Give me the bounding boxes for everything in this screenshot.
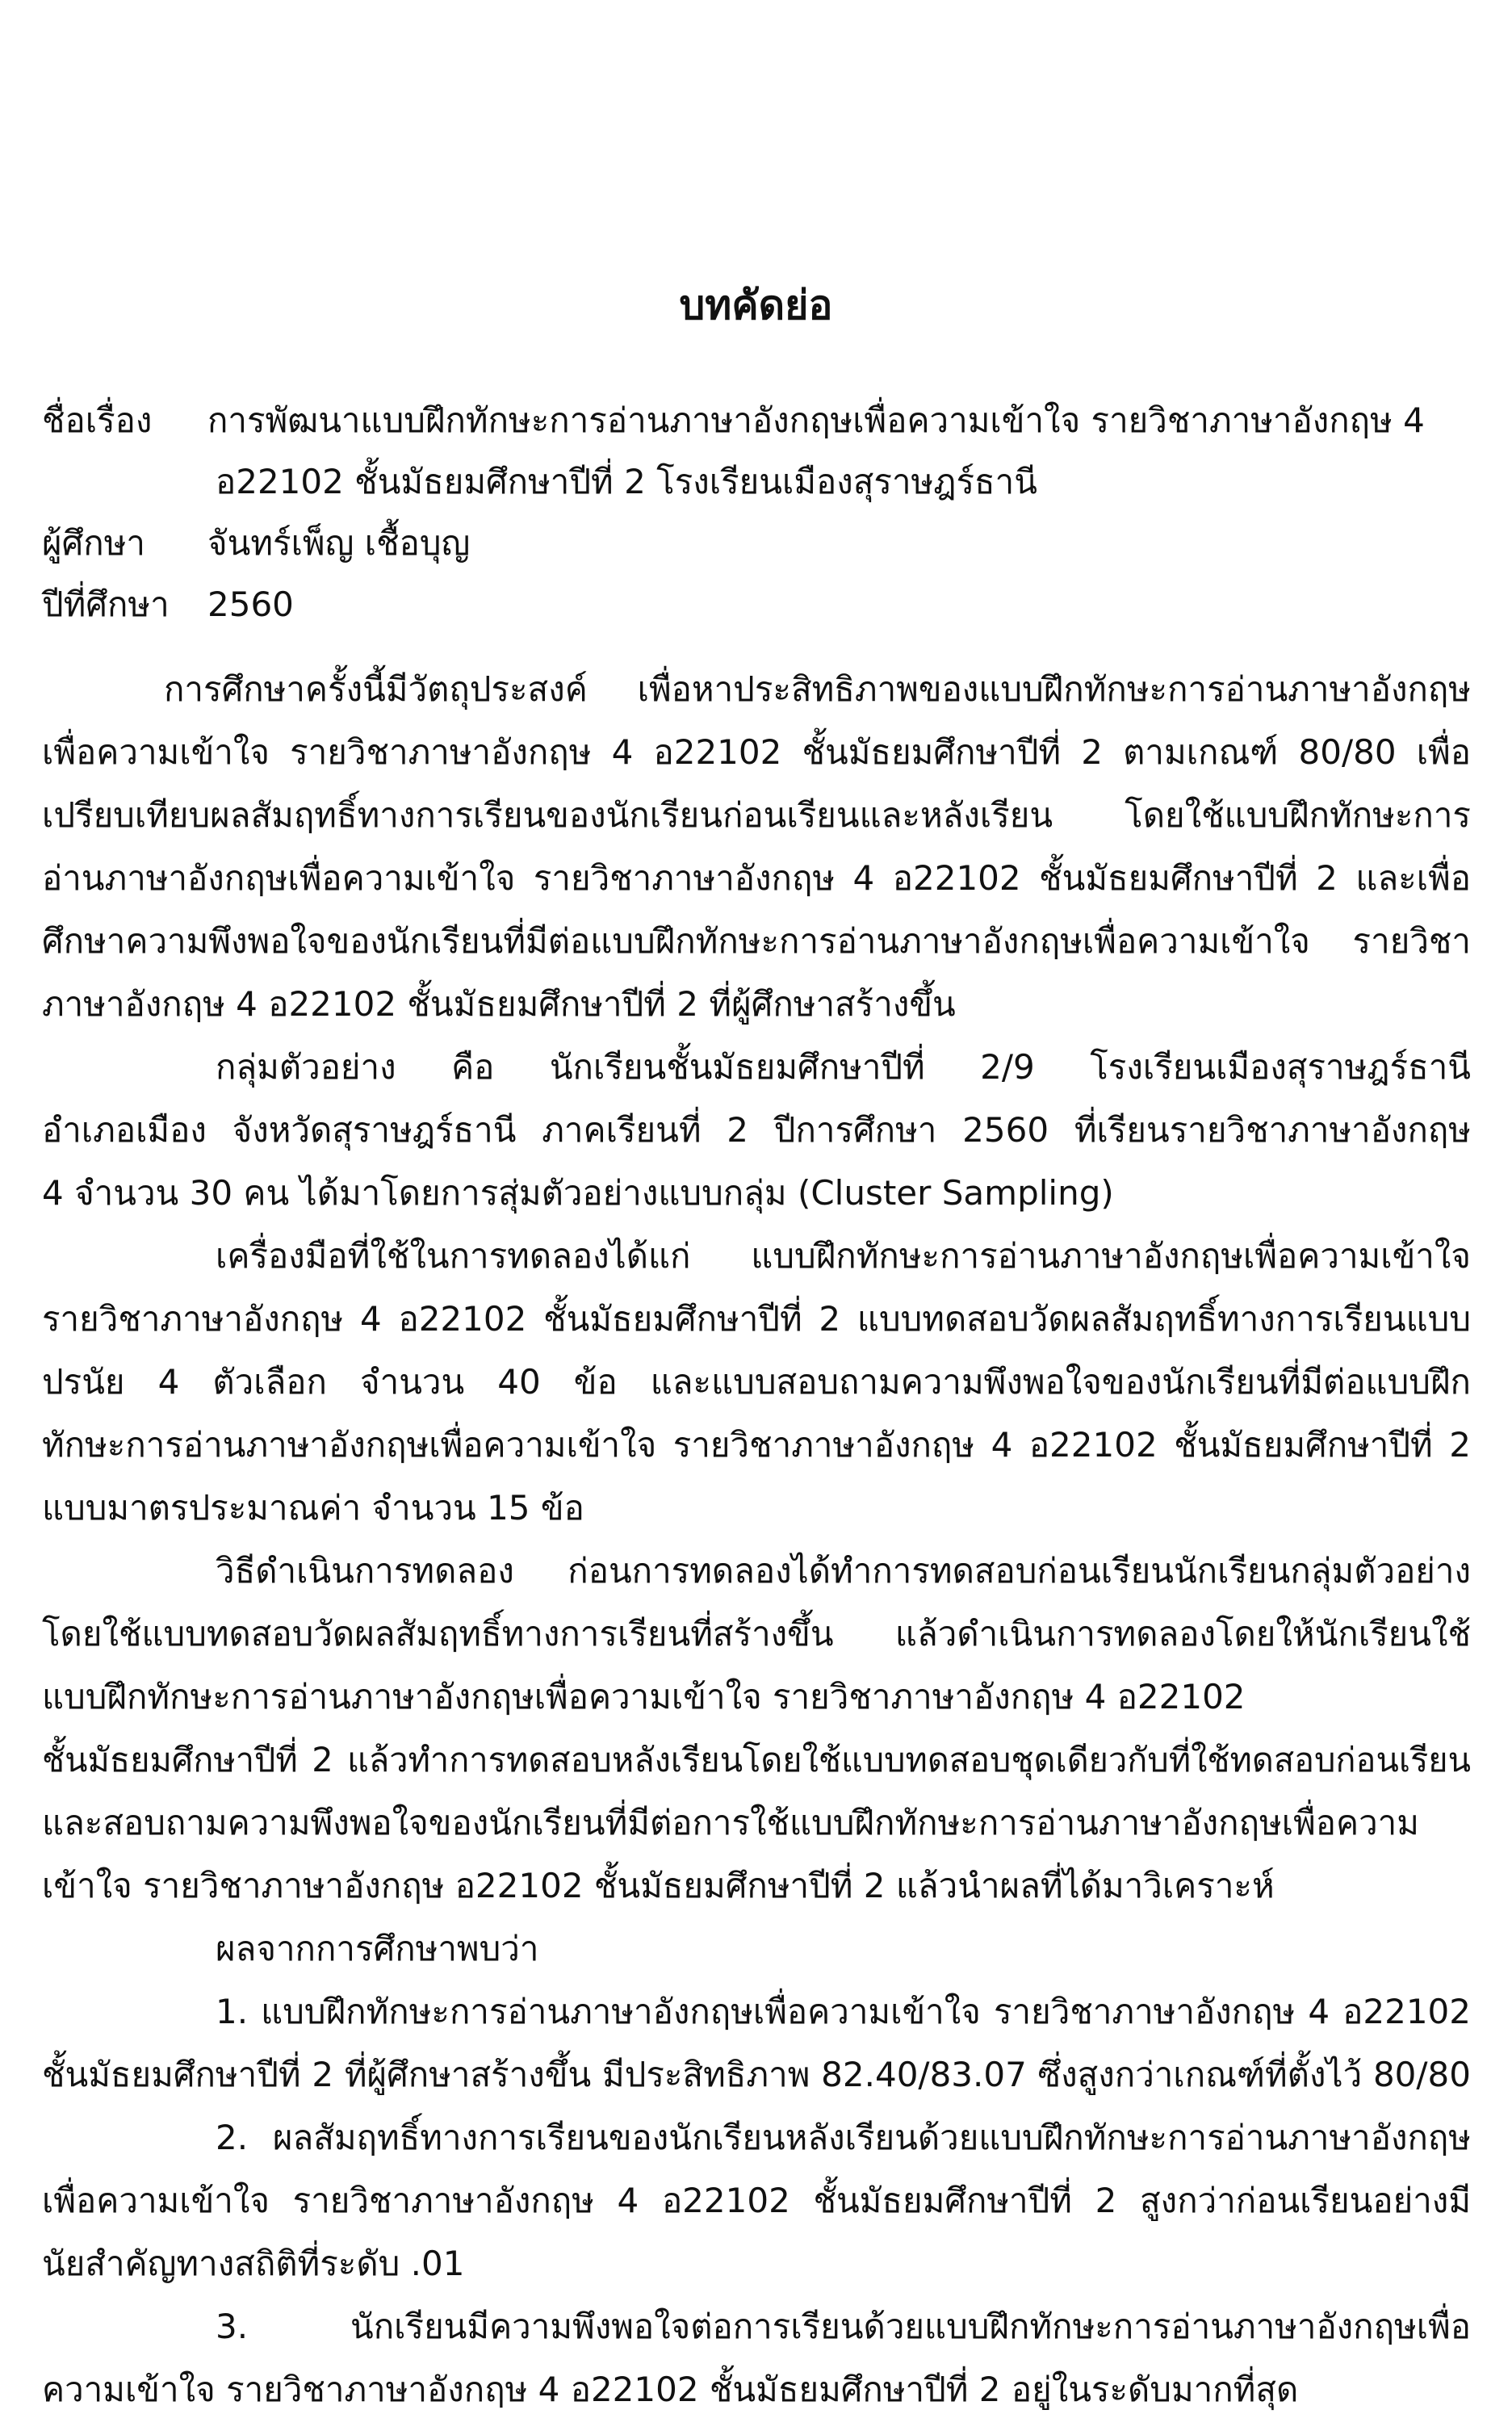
paragraph-line: วิธีดำเนินการทดลอง ก่อนการทดลองได้ทำการทดสอบก่อนเรียนนักเรียนกลุ่มตัวอย่าง — [216, 1551, 1471, 1591]
paragraph-line: เปรียบเทียบผลสัมฤทธิ์ทางการเรียนของนักเรียนก่อนเรียนและหลังเรียน โดยใช้แบบฝึกทักษะการ — [42, 795, 1471, 835]
author-row — [42, 512, 1471, 575]
author-label: ผู้ศึกษา — [42, 523, 145, 563]
paragraph-line: แบบฝึกทักษะการอ่านภาษาอังกฤษเพื่อความเข้าใจ รายวิชาภาษาอังกฤษ 4 อ22102 — [42, 1677, 1246, 1716]
paragraph-line: เพื่อความเข้าใจ รายวิชาภาษาอังกฤษ 4 อ22102 ชั้นมัธยมศึกษาปีที่ 2 ตามเกณฑ์ 80/80 เพื่อ — [42, 732, 1471, 772]
paragraph-line: อำเภอเมือง จังหวัดสุราษฎร์ธานี ภาคเรียนที่ 2 ปีการศึกษา 2560 ที่เรียนรายวิชาภาษาอังกฤษ — [42, 1110, 1471, 1150]
paragraph-line: อ่านภาษาอังกฤษเพื่อความเข้าใจ รายวิชาภาษาอังกฤษ 4 อ22102 ชั้นมัธยมศึกษาปีที่ 2 และเพื่อ — [42, 858, 1471, 898]
page-title: บทคัดย่อ — [679, 282, 833, 329]
paragraph-line: โดยใช้แบบทดสอบวัดผลสัมฤทธิ์ทางการเรียนที่สร้างขึ้น แล้วดำเนินการทดลองโดยให้นักเรียนใช้ — [42, 1614, 1471, 1653]
paragraph-line: ภาษาอังกฤษ 4 อ22102 ชั้นมัธยมศึกษาปีที่ 2 ที่ผู้ศึกษาสร้างขึ้น — [42, 984, 956, 1024]
finding-line: 3. นักเรียนมีความพึงพอใจต่อการเรียนด้วยแบบฝึกทักษะการอ่านภาษาอังกฤษเพื่อ — [216, 2307, 1471, 2346]
finding-line: นัยสำคัญทางสถิติที่ระดับ .01 — [42, 2244, 465, 2283]
paragraph-line: ศึกษาความพึงพอใจของนักเรียนที่มีต่อแบบฝึกทักษะการอ่านภาษาอังกฤษเพื่อความเข้าใจ รายวิชา — [42, 921, 1471, 961]
paragraph-line: เครื่องมือที่ใช้ในการทดลองได้แก่ แบบฝึกทักษะการอ่านภาษาอังกฤษเพื่อความเข้าใจ — [216, 1236, 1471, 1276]
paragraph-line: 4 จำนวน 30 คน ได้มาโดยการสุ่มตัวอย่างแบบกลุ่ม (Cluster Sampling) — [42, 1173, 1114, 1213]
year-label: ปีที่ศึกษา — [42, 585, 170, 624]
paragraph-line: ผลจากการศึกษาพบว่า — [216, 1929, 539, 1968]
paragraph-line: เข้าใจ รายวิชาภาษาอังกฤษ อ22102 ชั้นมัธยมศึกษาปีที่ 2 แล้วนำผลที่ได้มาวิเคราะห์ — [42, 1866, 1275, 1905]
finding-line: เพื่อความเข้าใจ รายวิชาภาษาอังกฤษ 4 อ22102 ชั้นมัธยมศึกษาปีที่ 2 สูงกว่าก่อนเรียนอย่างมี — [42, 2181, 1471, 2220]
paragraph-line: รายวิชาภาษาอังกฤษ 4 อ22102 ชั้นมัธยมศึกษาปีที่ 2 แบบทดสอบวัดผลสัมฤทธิ์ทางการเรียนแบบ — [42, 1299, 1471, 1339]
subject-label: ชื่อเรื่อง — [42, 400, 153, 440]
subject-row — [42, 389, 1471, 452]
subject-line-2: อ22102 ชั้นมัธยมศึกษาปีที่ 2 โรงเรียนเมืองสุราษฎร์ธานี — [216, 462, 1037, 501]
finding-line: 2. ผลสัมฤทธิ์ทางการเรียนของนักเรียนหลังเรียนด้วยแบบฝึกทักษะการอ่านภาษาอังกฤษ — [216, 2118, 1471, 2157]
finding-line: 1. แบบฝึกทักษะการอ่านภาษาอังกฤษเพื่อความเข้าใจ รายวิชาภาษาอังกฤษ 4 อ22102 — [216, 1992, 1471, 2031]
paragraph-line: ทักษะการอ่านภาษาอังกฤษเพื่อความเข้าใจ รายวิชาภาษาอังกฤษ 4 อ22102 ชั้นมัธยมศึกษาปีที่ 2 — [42, 1425, 1471, 1465]
paragraph-line: แบบมาตรประมาณค่า จำนวน 15 ข้อ — [42, 1488, 584, 1528]
year-row — [42, 573, 1471, 636]
paragraph-line: กลุ่มตัวอย่าง คือ นักเรียนชั้นมัธยมศึกษาปีที่ 2/9 โรงเรียนเมืองสุราษฎร์ธานี — [216, 1047, 1471, 1087]
finding-line: ชั้นมัธยมศึกษาปีที่ 2 ที่ผู้ศึกษาสร้างขึ้น มีประสิทธิภาพ 82.40/83.07 ซึ่งสูงกว่าเกณฑ์ที่ตั้งไว้ 80/80 — [42, 2055, 1471, 2094]
year-value: 2560 — [207, 585, 294, 624]
paragraph-line: ปรนัย 4 ตัวเลือก จำนวน 40 ข้อ และแบบสอบถามความพึงพอใจของนักเรียนที่มีต่อแบบฝึก — [42, 1362, 1471, 1402]
subject-line-1: การพัฒนาแบบฝึกทักษะการอ่านภาษาอังกฤษเพื่อความเข้าใจ รายวิชาภาษาอังกฤษ 4 — [207, 400, 1425, 440]
finding-line: ความเข้าใจ รายวิชาภาษาอังกฤษ 4 อ22102 ชั้นมัธยมศึกษาปีที่ 2 อยู่ในระดับมากที่สุด — [42, 2370, 1299, 2409]
paragraph-line: ชั้นมัธยมศึกษาปีที่ 2 แล้วทำการทดสอบหลังเรียนโดยใช้แบบทดสอบชุดเดียวกับที่ใช้ทดสอบก่อนเรียน — [42, 1740, 1471, 1779]
paragraph-line: และสอบถามความพึงพอใจของนักเรียนที่มีต่อการใช้แบบฝึกทักษะการอ่านภาษาอังกฤษเพื่อความ — [42, 1803, 1419, 1842]
paragraph-line: การศึกษาครั้งนี้มีวัตถุประสงค์ เพื่อหาประสิทธิภาพของแบบฝึกทักษะการอ่านภาษาอังกฤษ — [164, 669, 1471, 709]
author-value: จันทร์เพ็ญ เชื้อบุญ — [207, 523, 471, 563]
